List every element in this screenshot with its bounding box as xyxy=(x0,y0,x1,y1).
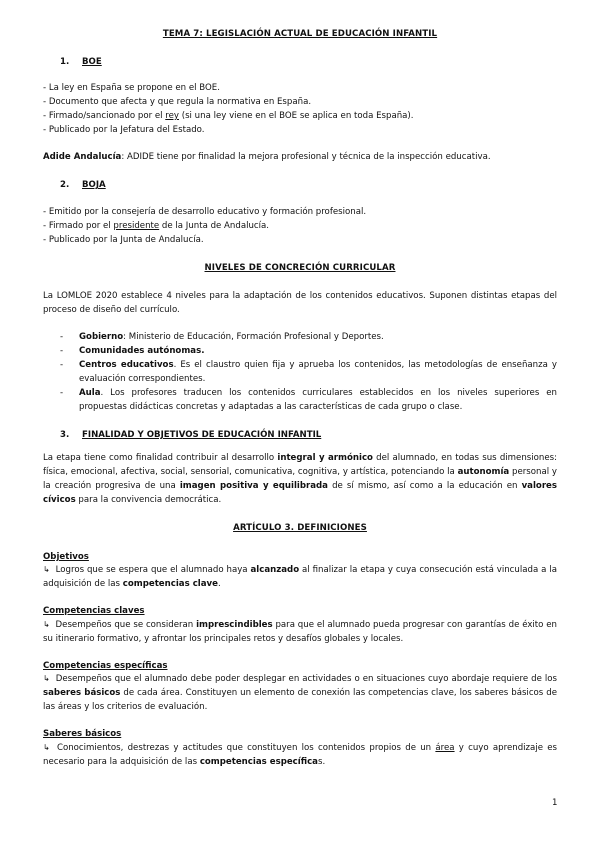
section-number: 1. xyxy=(60,57,70,67)
text-run: . xyxy=(217,579,221,589)
return-arrow-icon: ↳ xyxy=(43,743,50,752)
bullet-dash: - xyxy=(60,346,64,356)
return-arrow-icon: ↳ xyxy=(43,620,50,629)
text-run: de cada área. Constituyen un elemento de conexión las competencias clave, los saberes básicos de las áreas y los criterios de evaluación. xyxy=(43,688,557,712)
text-run: Desempeños que el alumnado debe poder desplegar en actividades o en situaciones cuyo abordaje requiere de los xyxy=(52,674,557,684)
bold-term: valores cívicos xyxy=(43,481,557,505)
section-label: FINALIDAD Y OBJETIVOS DE EDUCACIÓN INFANTIL xyxy=(82,430,322,440)
return-arrow-icon: ↳ xyxy=(43,565,50,574)
underlined-word: presidente xyxy=(113,221,160,231)
bold-term: Centros educativos xyxy=(79,360,174,370)
section-number: 2. xyxy=(60,180,70,190)
text-run: Conocimientos, destrezas y actitudes que constituyen los contenidos propios de un xyxy=(52,743,436,753)
return-arrow-icon: ↳ xyxy=(43,674,50,683)
text-run: : ADIDE tiene por finalidad la mejora profesional y técnica de la inspección educativa. xyxy=(121,152,491,162)
bold-term: saberes básicos xyxy=(43,688,121,698)
text-run: de la Junta de Andalucía. xyxy=(159,221,270,231)
text-run: . Los profesores traducen los contenidos curriculares establecidos en los niveles superiores en propuestas didácticas concretas y adaptadas a las características de cada grupo o clase. xyxy=(79,388,557,412)
bold-term: Adide Andalucía xyxy=(43,152,122,162)
bold-term: competencias clave xyxy=(122,579,218,589)
niveles-intro: La LOMLOE 2020 establece 4 niveles para la adaptación de los contenidos educativos. Suponen distintas etapas del proceso de diseño del currículo. xyxy=(43,291,557,315)
text-run: y cuyo aprendizaje es necesario para la adquisición de las xyxy=(43,743,557,767)
section-number: 3. xyxy=(60,430,70,440)
boe-line-1: - La ley en España se propone en el BOE. xyxy=(43,83,220,93)
adide-line xyxy=(43,152,491,162)
objetivos-heading: Objetivos xyxy=(43,552,89,562)
list-item xyxy=(60,358,557,386)
section-label: BOJA xyxy=(82,180,106,190)
text-run: Desempeños que se consideran xyxy=(52,620,197,630)
bold-term: Aula xyxy=(79,388,101,398)
text-run: - Firmado por el xyxy=(43,221,114,231)
boe-line-2: - Documento que afecta y que regula la normativa en España. xyxy=(43,97,312,107)
section-boja-heading xyxy=(60,180,106,190)
list-item xyxy=(60,386,557,414)
boja-line-3: - Publicado por la Junta de Andalucía. xyxy=(43,235,204,245)
bullet-dash: - xyxy=(60,388,64,398)
page-title: TEMA 7: LEGISLACIÓN ACTUAL DE EDUCACIÓN INFANTIL xyxy=(162,29,438,39)
bold-term: imagen positiva y equilibrada xyxy=(179,481,328,491)
saberes-basicos-body xyxy=(43,741,557,769)
text-run: (si una ley viene en el BOE se aplica en toda España). xyxy=(179,111,414,121)
text-run: Logros que se espera que el alumnado haya xyxy=(52,565,251,575)
text-run: personal y la creación progresiva de una xyxy=(43,467,557,491)
saberes-basicos-heading: Saberes básicos xyxy=(43,729,122,739)
bold-term: alcanzado xyxy=(250,565,300,575)
page-number: 1 xyxy=(552,798,558,808)
text-run: para que el alumnado pueda progresar con garantías de éxito en su itinerario formativo, y afrontar los principales retos y desafíos globales y locales. xyxy=(43,620,557,644)
bold-term: imprescindibles xyxy=(196,620,273,630)
finalidad-paragraph xyxy=(43,451,557,507)
niveles-title: NIVELES DE CONCRECIÓN CURRICULAR xyxy=(204,263,396,273)
text-run: del alumnado, en todas sus dimensiones: física, emocional, afectiva, social, sensorial, comunicativa, cognitiva, y artística, potenciando la xyxy=(43,453,557,477)
section-label: BOE xyxy=(82,57,102,67)
articulo-title: ARTÍCULO 3. DEFINICIONES xyxy=(233,523,367,533)
niveles-list xyxy=(60,330,557,414)
competencias-especificas-body xyxy=(43,672,557,714)
competencias-claves-heading: Competencias claves xyxy=(43,606,145,616)
competencias-especificas-heading: Competencias específicas xyxy=(43,661,168,671)
bold-term: competencias específica xyxy=(199,757,318,767)
bold-term: Gobierno xyxy=(79,332,124,342)
text-run: para la convivencia democrática. xyxy=(75,495,222,505)
bold-term: autonomía xyxy=(457,467,510,477)
bullet-dash: - xyxy=(60,332,64,342)
section-finalidad-heading xyxy=(60,430,321,440)
underlined-word: rey xyxy=(165,111,179,121)
boja-line-1: - Emitido por la consejería de desarrollo educativo y formación profesional. xyxy=(43,207,367,217)
bullet-dash: - xyxy=(60,360,64,370)
boe-line-3 xyxy=(43,111,414,121)
boe-line-4: - Publicado por la Jefatura del Estado. xyxy=(43,125,205,135)
competencias-claves-body xyxy=(43,618,557,646)
text-run: de sí mismo, así como a la educación en xyxy=(327,481,522,491)
section-boe-heading xyxy=(60,57,102,67)
list-item xyxy=(60,344,557,358)
underlined-word: área xyxy=(435,743,455,753)
boja-line-2 xyxy=(43,221,269,231)
bold-term: integral y armónico xyxy=(277,453,373,463)
text-run: : Ministerio de Educación, Formación Profesional y Deportes. xyxy=(123,332,384,342)
text-run: - Firmado/sancionado por el xyxy=(43,111,166,121)
text-run: s. xyxy=(317,757,326,767)
text-run: al finalizar la etapa y cuya consecución está vinculada a la adquisición de las xyxy=(43,565,557,589)
objetivos-body xyxy=(43,563,557,591)
bold-term: Comunidades autónomas. xyxy=(79,346,205,356)
text-run: . Es el claustro quien fija y aprueba los contenidos, las metodologías de enseñanza y evaluación correspondientes. xyxy=(79,360,557,384)
list-item xyxy=(60,330,557,344)
text-run: La etapa tiene como finalidad contribuir al desarrollo xyxy=(43,453,278,463)
